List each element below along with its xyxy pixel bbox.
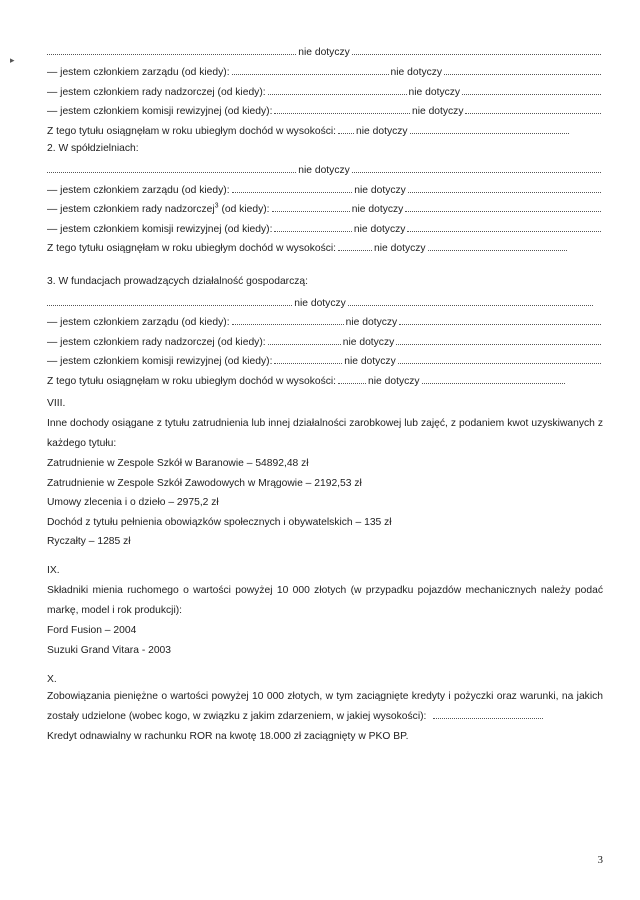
- vii-row-audit: [47, 103, 603, 117]
- income-label: Z tego tytułu osiągnęłam w roku ubiegłym dochód w wysokości:: [47, 376, 337, 387]
- income-item: Zatrudnienie w Zespole Szkół w Baranowie – 54892,48 zł: [47, 458, 309, 469]
- income-item: Dochód z tytułu pełnienia obowiązków społecznych i obywatelskich – 135 zł: [47, 517, 392, 528]
- income-value: nie dotyczy: [356, 126, 408, 137]
- row-label: — jestem członkiem zarządu (od kiedy):: [47, 317, 230, 328]
- coop-intro-line: [47, 162, 603, 176]
- section-viii-number: VIII.: [47, 398, 66, 409]
- row-value: nie dotyczy: [390, 67, 443, 78]
- foundations-intro-value: nie dotyczy: [294, 298, 346, 309]
- coop-row-supervisory: [47, 201, 603, 215]
- vii-income-line: [47, 123, 571, 137]
- income-item: Umowy zlecenia i o dzieło – 2975,2 zł: [47, 497, 219, 508]
- page-number: 3: [597, 854, 603, 866]
- row-label: — jestem członkiem rady nadzorczej (od kiedy):: [47, 87, 266, 98]
- row-label: — jestem członkiem komisji rewizyjnej (od kiedy):: [47, 106, 273, 117]
- coop-row-audit: [47, 221, 603, 235]
- section-x-intro: Zobowiązania pieniężne o wartości powyżej 10 000 złotych, w tym zaciągnięte kredyty i pożyczki oraz warunki, na jakich zostały udzielone (wobec kogo, w związku z jakim zdarzeniem, w jakiej wysokości):: [47, 691, 603, 722]
- section-x-number: X.: [47, 674, 57, 685]
- coop-row-board: [47, 182, 603, 196]
- foundations-heading: 3. W fundacjach prowadzących działalność gospodarczą:: [47, 276, 308, 287]
- row-value: nie dotyczy: [344, 356, 396, 367]
- row-label: — jestem członkiem komisji rewizyjnej (od kiedy):: [47, 224, 273, 235]
- row-value: nie dotyczy: [353, 224, 406, 235]
- coop-heading: 2. W spółdzielniach:: [47, 143, 139, 154]
- fill-dots: [433, 710, 543, 719]
- vii-intro-value: nie dotyczy: [298, 47, 350, 58]
- movable-asset-item: Ford Fusion – 2004: [47, 625, 137, 636]
- foundations-intro-line: [47, 295, 595, 309]
- income-label: Z tego tytułu osiągnęłam w roku ubiegłym dochód w wysokości:: [47, 243, 337, 254]
- coop-income-line: [47, 240, 569, 254]
- vii-intro-line: [47, 44, 603, 58]
- row-label: — jestem członkiem komisji rewizyjnej (od kiedy):: [47, 356, 273, 367]
- income-item: Ryczałty – 1285 zł: [47, 536, 131, 547]
- row-label: — jestem członkiem zarządu (od kiedy):: [47, 185, 230, 196]
- income-value: nie dotyczy: [374, 243, 426, 254]
- vii-row-board: [47, 64, 603, 78]
- footnote-ref: 3: [214, 202, 219, 210]
- section-viii-intro: Inne dochody osiągane z tytułu zatrudnienia lub innej działalności zarobkowej lub zajęć, z podaniem kwot uzyskiwanych z każdego tytułu:: [47, 418, 603, 449]
- section-ix-intro: Składniki mienia ruchomego o wartości powyżej 10 000 złotych (w przypadku pojazdów mechanicznych należy podać markę, model i rok produkcji):: [47, 585, 603, 616]
- row-value: nie dotyczy: [345, 317, 398, 328]
- row-value: nie dotyczy: [351, 204, 404, 215]
- row-label: — jestem członkiem zarządu (od kiedy):: [47, 67, 230, 78]
- income-value: nie dotyczy: [368, 376, 420, 387]
- income-item: Zatrudnienie w Zespole Szkół Zawodowych w Mrągowie – 2192,53 zł: [47, 478, 362, 489]
- row-value: nie dotyczy: [411, 106, 464, 117]
- vii-row-supervisory: [47, 84, 603, 98]
- foundations-income-line: [47, 373, 567, 387]
- row-value: nie dotyczy: [354, 185, 406, 196]
- foundations-row-board: [47, 314, 603, 328]
- row-label: — jestem członkiem rady nadzorczej$^3$ (od kiedy):: [47, 202, 270, 215]
- section-ix-number: IX.: [47, 565, 60, 576]
- coop-intro-value: nie dotyczy: [298, 165, 350, 176]
- row-value: nie dotyczy: [342, 337, 395, 348]
- foundations-row-audit: [47, 353, 603, 367]
- movable-asset-item: Suzuki Grand Vitara - 2003: [47, 645, 172, 656]
- scan-mark: ▸: [10, 55, 15, 65]
- row-value: nie dotyczy: [408, 87, 461, 98]
- income-label: Z tego tytułu osiągnęłam w roku ubiegłym dochód w wysokości:: [47, 126, 337, 137]
- foundations-row-supervisory: [47, 334, 603, 348]
- row-label: — jestem członkiem rady nadzorczej (od kiedy):: [47, 337, 266, 348]
- liability-item: Kredyt odnawialny w rachunku ROR na kwotę 18.000 zł zaciągnięty w PKO BP.: [47, 731, 409, 742]
